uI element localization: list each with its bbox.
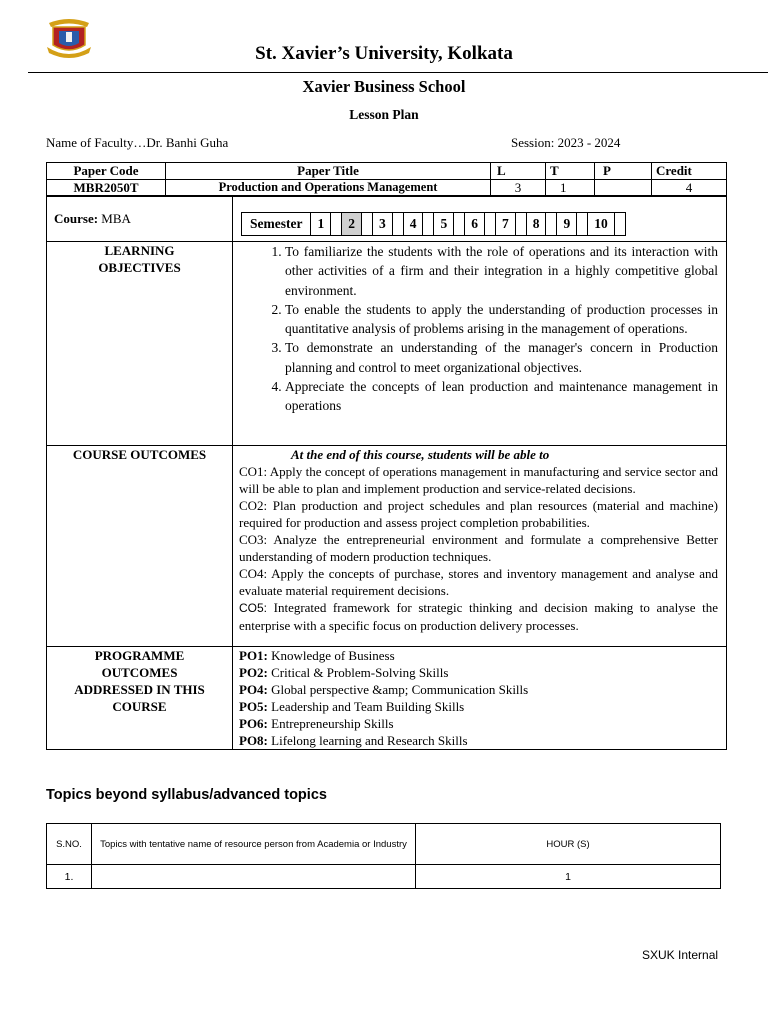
faculty-name: Name of Faculty…Dr. Banhi Guha <box>46 135 229 150</box>
objective-item: 2. To enable the students to apply the understanding of production processes in quantitative analysis of problems arising in the management of operations. <box>285 300 718 339</box>
topics-header: Topics with tentative name of resource person from Academia or Industry <box>92 824 416 865</box>
po-item: PO8: Lifelong learning and Research Skills <box>239 733 468 748</box>
po-item: PO5: Leadership and Team Building Skills <box>239 699 465 714</box>
course-details-table <box>46 195 727 750</box>
school-name: Xavier Business School <box>302 77 466 96</box>
credit-value: 4 <box>652 180 727 197</box>
paper-code-header: Paper Code <box>47 163 166 180</box>
hours-header: HOUR (S) <box>416 824 721 865</box>
semester-5: 5 <box>434 213 454 236</box>
objective-item: 4. Appreciate the concepts of lean production and maintenance management in operations <box>285 377 718 416</box>
po-item: PO1: Knowledge of Business <box>239 648 395 663</box>
outcome-item: CO5: Integrated framework for strategic thinking and decision making to analyse the enterprise with a specific focus on production delivery processes. <box>239 600 718 633</box>
semester-8: 8 <box>526 213 546 236</box>
semester-7: 7 <box>495 213 515 236</box>
outcome-item: CO4: Apply the concepts of purchase, stores and inventory management and analyse and evaluate material requirement decisions. <box>239 566 718 598</box>
semester-cell <box>233 196 727 242</box>
programme-outcomes-label: PROGRAMME OUTCOMES ADDRESSED IN THIS COURSE <box>47 647 233 750</box>
credit-header: Credit <box>652 163 727 180</box>
t-header: T <box>546 163 595 180</box>
university-title: St. Xavier’s University, Kolkata <box>255 43 513 64</box>
po-item: PO4: Global perspective &amp; Communication Skills <box>239 682 529 697</box>
semester-1: 1 <box>311 213 331 236</box>
topic-sno: 1. <box>47 865 92 889</box>
p-value <box>595 180 652 197</box>
po-item: PO2: Critical & Problem-Solving Skills <box>239 665 449 680</box>
topic-hours: 1 <box>416 865 721 889</box>
topics-heading: Topics beyond syllabus/advanced topics <box>46 787 327 803</box>
topic-name <box>92 865 416 889</box>
course-value: MBA <box>98 211 131 226</box>
semester-selector <box>241 212 626 236</box>
learning-objectives-list <box>233 242 726 416</box>
paper-title: Production and Operations Management <box>166 180 491 197</box>
semester-3: 3 <box>372 213 392 236</box>
objective-item: 1. To familiarize the students with the role of operations and its interaction with other activities of a firm and their integration in a highly competitive global environment. <box>285 242 718 300</box>
semester-6: 6 <box>465 213 485 236</box>
footer-label: SXUK Internal <box>642 948 719 962</box>
p-header: P <box>595 163 652 180</box>
course-label: Course: <box>54 211 99 226</box>
outcome-item: CO3: Analyze the entrepreneurial environment and formulate a comprehensive Better understanding of modern production techniques. <box>239 532 718 564</box>
paper-title-header: Paper Title <box>166 163 491 180</box>
course-outcomes-cell <box>233 446 727 647</box>
course-outcomes-intro: At the end of this course, students will be able to <box>291 447 550 462</box>
topics-table <box>46 823 721 889</box>
outcome-item: CO2: Plan production and project schedules and plan resources (material and machine) required for production and assess project completion probabilities. <box>239 498 718 530</box>
paper-code: MBR2050T <box>47 180 166 197</box>
programme-outcomes-cell <box>233 647 727 750</box>
outcome-item: CO1: Apply the concept of operations management in manufacturing and service sector and will be able to plan and implement production and service-related decisions. <box>239 464 718 496</box>
l-value: 3 <box>491 180 546 197</box>
t-value: 1 <box>546 180 595 197</box>
session: Session: 2023 - 2024 <box>511 135 621 150</box>
l-header: L <box>491 163 546 180</box>
learning-objectives-cell <box>233 242 727 446</box>
sno-header: S.NO. <box>47 824 92 865</box>
semester-4: 4 <box>403 213 423 236</box>
course-outcomes-label: COURSE OUTCOMES <box>47 446 233 647</box>
semester-9: 9 <box>557 213 577 236</box>
header-divider <box>28 72 768 73</box>
objective-item: 3. To demonstrate an understanding of the manager's concern in Production planning and control to meet organizational objectives. <box>285 338 718 377</box>
paper-table <box>46 162 727 197</box>
course-cell <box>47 196 233 242</box>
semester-label: Semester <box>242 213 311 236</box>
semester-10: 10 <box>588 213 615 236</box>
document-title: Lesson Plan <box>349 107 419 122</box>
learning-objectives-label: LEARNING OBJECTIVES <box>47 242 233 446</box>
po-item: PO6: Entrepreneurship Skills <box>239 716 394 731</box>
semester-2: 2 <box>342 213 362 236</box>
